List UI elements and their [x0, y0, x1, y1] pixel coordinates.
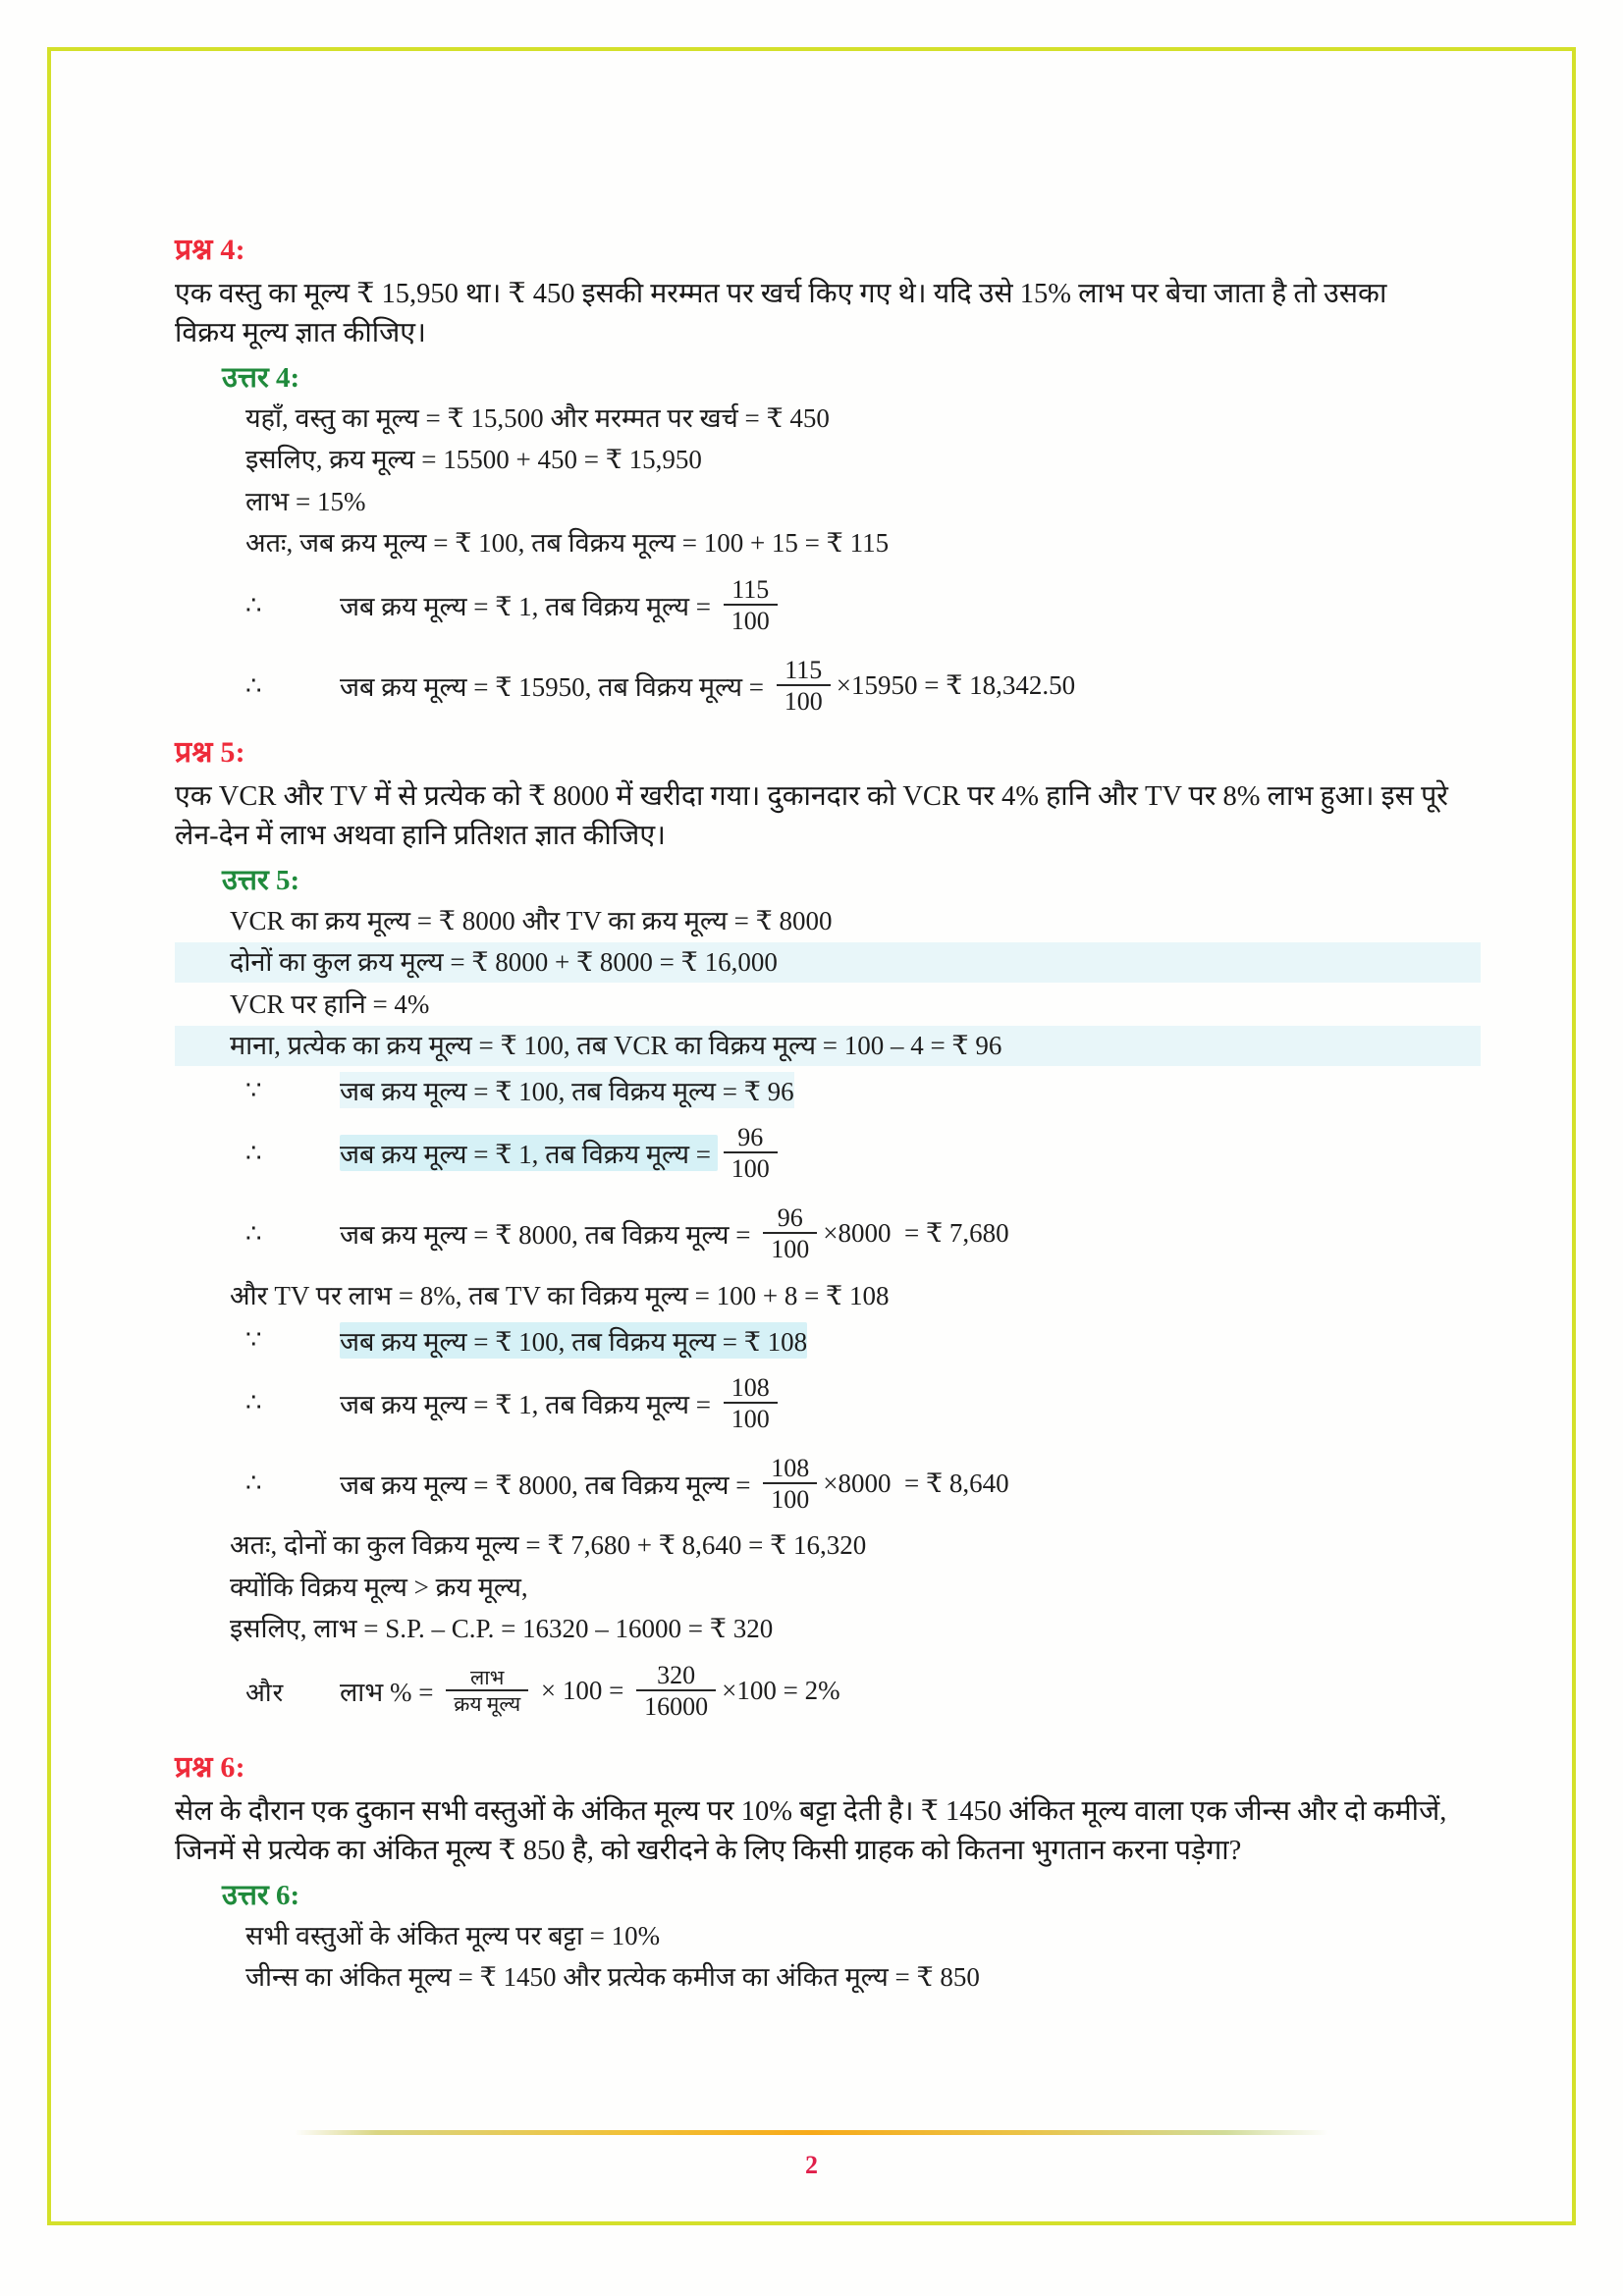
fraction: [636, 1662, 716, 1721]
section-spacer: [175, 1734, 1481, 1753]
fraction-numerator: 108: [730, 1372, 770, 1402]
derivation-text: जब क्रय मूल्य = ₹ 15950, तब विक्रय मूल्य =: [340, 672, 771, 703]
answer-5-profit-percent-row: [175, 1653, 1481, 1730]
derivation-text: जब क्रय मूल्य = ₹ 8000, तब विक्रय मूल्य =: [340, 1469, 758, 1500]
fraction: [446, 1667, 528, 1715]
fraction-denominator: 100: [763, 1482, 817, 1513]
answer-4-derivation-row: [175, 567, 1481, 644]
answer-5-heading: उत्तर 5:: [222, 864, 300, 896]
fraction: [763, 1455, 817, 1514]
answer-4-heading: उत्तर 4:: [222, 361, 300, 394]
question-block-6: [175, 1750, 1481, 1998]
therefore-symbol: ∴: [245, 1468, 263, 1498]
derivation-tail: ×8000 = ₹ 7,680: [823, 1218, 1009, 1249]
profit-percent-label: लाभ % =: [340, 1678, 441, 1708]
therefore-symbol: ∴: [245, 590, 263, 619]
fraction-numerator: 320: [657, 1661, 696, 1690]
question-5-text: एक VCR और TV में से प्रत्येक को ₹ 8000 में खरीदा गया। दुकानदार को VCR पर 4% हानि और TV पर 8% लाभ हुआ। इस पूरे लेन-देन में लाभ अथवा हानि प्रतिशत ज्ञात कीजिए।: [175, 780, 1448, 852]
answer-6-line: सभी वस्तुओं के अंकित मूल्य पर बट्टा = 10%: [245, 1920, 661, 1950]
answer-4-line: अतः, जब क्रय मूल्य = ₹ 100, तब विक्रय मूल्य = 100 + 15 = ₹ 115: [245, 528, 890, 559]
page-footer: [295, 2130, 1328, 2180]
question-4-text: एक वस्तु का मूल्य ₹ 15,950 था। ₹ 450 इसकी मरम्मत पर खर्च किए गए थे। यदि उसे 15% लाभ पर बेचा जाता है तो उसका विक्रय मूल्य ज्ञात कीजिए।: [175, 279, 1387, 349]
answer-5-line: अतः, दोनों का कुल विक्रय मूल्य = ₹ 7,680 + ₹ 8,640 = ₹ 16,320: [230, 1530, 867, 1561]
page-content: [175, 236, 1481, 2000]
fraction-numerator: 115: [784, 656, 823, 685]
answer-5-derivation-row: [175, 1196, 1481, 1272]
derivation-text: जब क्रय मूल्य = ₹ 1, तब विक्रय मूल्य =: [340, 1135, 718, 1171]
fraction: [724, 1374, 778, 1433]
fraction: [724, 1124, 778, 1183]
derivation-text: जब क्रय मूल्य = ₹ 1, तब विक्रय मूल्य =: [340, 592, 718, 622]
question-block-4: [175, 236, 1481, 724]
fraction-denominator: 100: [724, 604, 778, 634]
answer-5-derivation-row: [175, 1319, 1481, 1361]
answer-5-derivation-row: [175, 1445, 1481, 1522]
fraction-numerator: 115: [731, 575, 770, 605]
fraction-denominator: 100: [777, 684, 831, 715]
question-6-text: सेल के दौरान एक दुकान सभी वस्तुओं के अंकित मूल्य पर 10% बट्टा देती है। ₹ 1450 अंकित मूल्य वाला एक जीन्स और दो कमीजें, जिनमें से प्रत्येक का अंकित मूल्य ₹ 850 है, को खरीदने के लिए किसी ग्राहक को कितना भुगतान करना पड़ेगा?: [175, 1795, 1447, 1867]
answer-6-heading: उत्तर 6:: [222, 1879, 300, 1911]
because-symbol: ∵: [245, 1075, 263, 1104]
fraction: [777, 657, 831, 716]
answer-5-line: इसलिए, लाभ = S.P. – C.P. = 16320 – 16000 = ₹ 320: [230, 1614, 774, 1644]
therefore-symbol: ∴: [245, 1138, 263, 1167]
fraction-denominator: 100: [763, 1232, 817, 1262]
answer-6-line: जीन्स का अंकित मूल्य = ₹ 1450 और प्रत्येक कमीज का अंकित मूल्य = ₹ 850: [245, 1962, 980, 1993]
fraction: [763, 1204, 817, 1263]
answer-5-derivation-row: [175, 1115, 1481, 1192]
footer-divider: [295, 2130, 1328, 2135]
section-spacer: [175, 728, 1481, 738]
answer-4-line: इसलिए, क्रय मूल्य = 15500 + 450 = ₹ 15,950: [245, 445, 702, 475]
derivation-text: जब क्रय मूल्य = ₹ 100, तब विक्रय मूल्य = ₹ 96: [340, 1072, 794, 1108]
therefore-symbol: ∴: [245, 1388, 263, 1417]
derivation-text: जब क्रय मूल्य = ₹ 8000, तब विक्रय मूल्य =: [340, 1220, 758, 1251]
fraction: [724, 576, 778, 635]
answer-5-line: VCR पर हानि = 4%: [230, 988, 430, 1019]
profit-percent-mid: × 100 =: [534, 1676, 631, 1706]
derivation-text: जब क्रय मूल्य = ₹ 100, तब विक्रय मूल्य = ₹ 108: [340, 1322, 807, 1359]
derivation-tail: ×100 = 2%: [722, 1676, 840, 1706]
therefore-symbol: ∴: [245, 670, 263, 700]
question-block-5: [175, 735, 1481, 1730]
fraction-denominator: 100: [724, 1402, 778, 1432]
answer-5-line: VCR का क्रय मूल्य = ₹ 8000 और TV का क्रय मूल्य = ₹ 8000: [230, 905, 833, 935]
answer-5-line: क्योंकि विक्रय मूल्य > क्रय मूल्य,: [230, 1572, 528, 1602]
answer-5-tv-intro: और TV पर लाभ = 8%, तब TV का विक्रय मूल्य = 100 + 8 = ₹ 108: [230, 1280, 890, 1310]
fraction-numerator: 96: [737, 1123, 764, 1152]
question-5-heading: प्रश्न 5:: [175, 735, 245, 769]
fraction-numerator: लाभ: [469, 1666, 505, 1690]
derivation-tail: ×8000 = ₹ 8,640: [823, 1468, 1009, 1498]
answer-4-derivation-row: [175, 648, 1481, 724]
answer-5-derivation-row: [175, 1070, 1481, 1111]
answer-5-line: दोनों का कुल क्रय मूल्य = ₹ 8000 + ₹ 8000 = ₹ 16,000: [175, 942, 1481, 983]
therefore-symbol: ∴: [245, 1218, 263, 1248]
derivation-tail: ×15950 = ₹ 18,342.50: [836, 670, 1076, 701]
derivation-text: जब क्रय मूल्य = ₹ 1, तब विक्रय मूल्य =: [340, 1389, 718, 1419]
answer-5-line: माना, प्रत्येक का क्रय मूल्य = ₹ 100, तब VCR का विक्रय मूल्य = 100 – 4 = ₹ 96: [175, 1026, 1481, 1066]
because-symbol: ∵: [245, 1325, 263, 1355]
page-number: 2: [805, 2151, 818, 2179]
answer-4-line: लाभ = 15%: [245, 486, 366, 516]
fraction-denominator: क्रय मूल्य: [446, 1689, 528, 1715]
fraction-denominator: 16000: [636, 1689, 716, 1720]
fraction-numerator: 108: [771, 1453, 810, 1482]
answer-4-line: यहाँ, वस्तु का मूल्य = ₹ 15,500 और मरम्मत पर खर्च = ₹ 450: [245, 402, 830, 433]
question-4-heading: प्रश्न 4:: [175, 234, 245, 266]
question-6-heading: प्रश्न 6:: [175, 1750, 245, 1784]
fraction-numerator: 96: [777, 1203, 803, 1233]
and-connector: और: [245, 1678, 285, 1707]
fraction-denominator: 100: [724, 1151, 778, 1182]
answer-5-derivation-row: [175, 1364, 1481, 1441]
